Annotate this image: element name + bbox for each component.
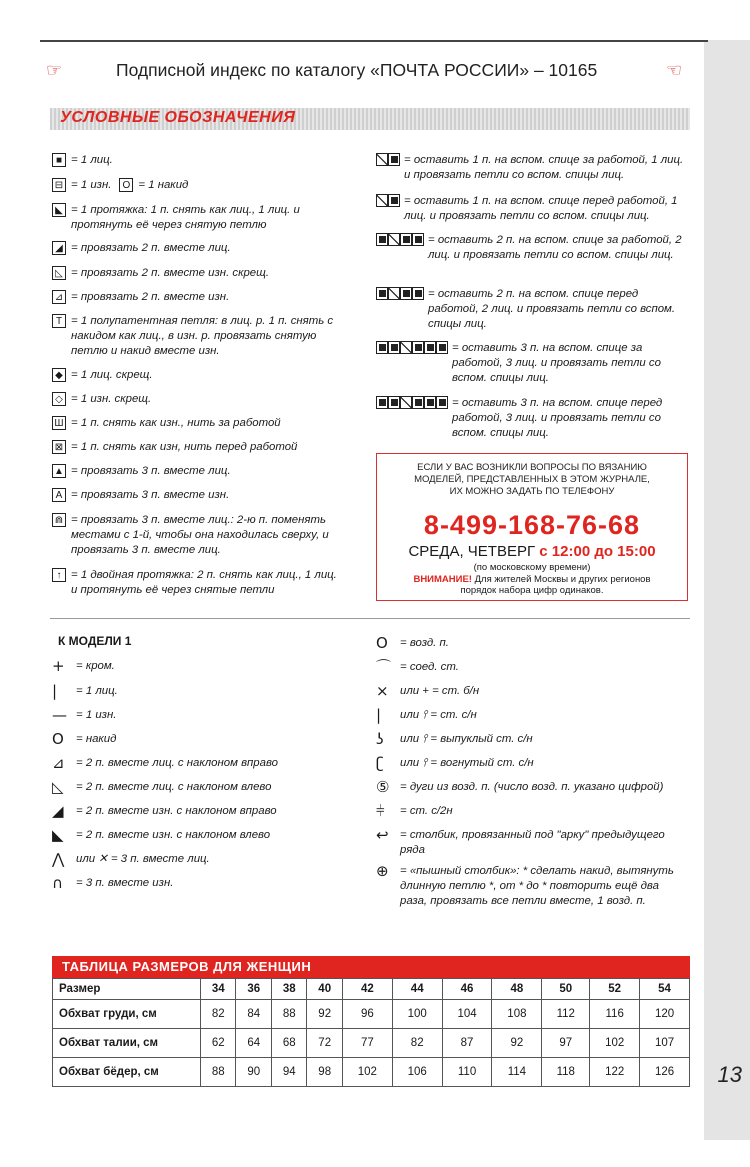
legend-symbol-icon: ⋒ <box>52 513 66 527</box>
days: СРЕДА, ЧЕТВЕРГ <box>408 543 536 560</box>
size-table <box>52 956 690 1087</box>
table-cell: 62 <box>201 1029 236 1058</box>
model-legend-item <box>52 828 352 843</box>
right-margin <box>704 40 750 1140</box>
model-legend-item <box>376 660 686 675</box>
legend-symbol-icon: ↑ <box>52 568 66 582</box>
legend-text: = 2 п. вместе лиц. с наклоном вправо <box>76 757 278 769</box>
legend-text: = провязать 2 п. вместе лиц. <box>71 242 231 254</box>
legend-symbol-icon: A <box>52 488 66 502</box>
cable-legend-item <box>376 341 686 386</box>
chart-cell-icon <box>376 194 388 207</box>
legend-text: = оставить 1 п. на вспом. спице за работой, 1 лиц. и провязать петли со вспом. спицы лиц. <box>404 154 684 181</box>
legend-text: = накид <box>76 733 117 745</box>
table-cell: 110 <box>442 1058 492 1087</box>
time: с 12:00 до 15:00 <box>539 543 656 560</box>
chart-cell-icon <box>436 396 448 409</box>
model-legend-item <box>376 732 686 747</box>
legend-text: = дуги из возд. п. (число возд. п. указано цифрой) <box>400 781 664 793</box>
chart-cell-icon <box>376 341 388 354</box>
chart-cell-icon <box>388 153 400 166</box>
table-cell: 68 <box>271 1029 306 1058</box>
legend-item <box>52 416 332 431</box>
legend-text: = 1 протяжка: 1 п. снять как лиц., 1 лиц. и протянуть её через снятую петлю <box>71 204 300 231</box>
crochet-symbol-icon: ⫩ <box>376 802 385 820</box>
subscription-index: Подписной индекс по каталогу «ПОЧТА РОССИИ» – 10165 <box>116 60 598 80</box>
legend-text: или + = ст. б/н <box>400 685 480 697</box>
crochet-symbol-icon: ⑤ <box>376 778 390 796</box>
chart-cell-icon <box>400 341 412 354</box>
table-cell: 98 <box>307 1058 342 1087</box>
chart-cell-icon <box>412 287 424 300</box>
legend-symbol-icon: ⊟ <box>52 178 66 192</box>
crochet-symbol-icon: | <box>376 706 382 724</box>
attention-label: ВНИМАНИЕ! <box>413 574 472 585</box>
table-cell: 108 <box>492 1000 542 1029</box>
legend-item <box>52 314 342 359</box>
hours <box>377 543 687 560</box>
page-number: 13 <box>717 1062 742 1087</box>
legend-text: = оставить 3 п. на вспом. спице за работой, 3 лиц. и провязать петли со вспом. спицы лиц. <box>452 342 661 384</box>
model-legend-item <box>52 852 352 867</box>
crochet-symbol-icon: ʖ <box>376 730 384 748</box>
model-legend-item <box>376 636 686 651</box>
cable-legend-item <box>376 396 686 441</box>
crochet-symbol-icon: — <box>52 706 67 724</box>
crochet-symbol-icon: ◣ <box>52 826 64 844</box>
attention-text: порядок набора цифр одинаков. <box>460 585 604 596</box>
legend-text: = провязать 3 п. вместе лиц. <box>71 465 231 477</box>
timezone-note: (по московскому времени) <box>473 562 591 573</box>
table-row-label: Обхват груди, см <box>53 1000 201 1029</box>
table-cell: 122 <box>590 1058 640 1087</box>
table-header-row <box>53 979 690 1000</box>
crochet-symbol-icon: ◺ <box>52 778 64 796</box>
legend-text: = возд. п. <box>400 637 449 649</box>
legend-symbol-icon: ⊠ <box>52 440 66 454</box>
legend-text: = 1 лиц. <box>71 154 113 166</box>
chart-cell-icon <box>412 396 424 409</box>
cable-legend-item <box>376 194 686 224</box>
table-cell: 82 <box>201 1000 236 1029</box>
table-cell: 112 <box>542 1000 590 1029</box>
chart-cell-icon <box>388 194 400 207</box>
legend-symbol-icon: ◆ <box>52 368 66 382</box>
table-cell: 114 <box>492 1058 542 1087</box>
table-cell: 92 <box>492 1029 542 1058</box>
table-cell: 107 <box>640 1029 690 1058</box>
model-legend-item <box>52 732 352 747</box>
legend-symbol-icon: T <box>52 314 66 328</box>
chart-cell-icon <box>376 287 388 300</box>
table-cell: 118 <box>542 1058 590 1087</box>
legend-text: = «пышный столбик»: * сделать накид, вытянуть длинную петлю *, от * до * повторить ещё два раза, провязать все петли вместе, 1 возд. п. <box>400 865 674 907</box>
cable-legend-item <box>376 153 686 183</box>
table-row-label: Обхват талии, см <box>53 1029 201 1058</box>
table-cell: 88 <box>271 1000 306 1029</box>
cable-legend-item <box>376 287 686 332</box>
table-cell: 116 <box>590 1000 640 1029</box>
cable-legend-item <box>376 233 686 263</box>
legend-item <box>52 392 332 407</box>
legend-text: = провязать 3 п. вместе лиц.: 2-ю п. поменять местами с 1-й, чтобы она находилась сверху, и провязать 3 п. вместе лиц. <box>71 514 329 556</box>
table-cell: 64 <box>236 1029 271 1058</box>
table-cell: 77 <box>342 1029 392 1058</box>
legend-text: = оставить 2 п. на вспом. спице за работой, 2 лиц. и провязать петли со вспом. спицы лиц. <box>428 234 682 261</box>
contact-line: МОДЕЛЕЙ, ПРЕДСТАВЛЕННЫХ В ЭТОМ ЖУРНАЛЕ, <box>414 474 650 485</box>
legend-text: = оставить 2 п. на вспом. спице перед работой, 2 лиц. и провязать петли со вспом. спицы лиц. <box>428 288 676 330</box>
contact-line: ИХ МОЖНО ЗАДАТЬ ПО ТЕЛЕФОНУ <box>449 486 615 497</box>
pointing-hand-icon: ☜ <box>666 60 683 81</box>
legend-text: = 1 полупатентная петля: в лиц. р. 1 п. снять с накидом как лиц., в изн. р. провязать снятую петлю и накид вместе изн. <box>71 315 334 357</box>
model-legend-item <box>52 684 352 699</box>
page-header <box>46 56 696 90</box>
table-header-cell: 52 <box>590 979 640 1000</box>
legend-item <box>52 488 332 503</box>
model-title: К МОДЕЛИ 1 <box>58 634 132 648</box>
legend-symbol-icon: O <box>119 178 133 192</box>
section-title-band <box>50 108 690 130</box>
chart-cell-icon <box>376 233 388 246</box>
legend-symbol-icon: ■ <box>52 153 66 167</box>
table-row <box>53 1000 690 1029</box>
crochet-symbol-icon: ⊕ <box>376 862 389 880</box>
chart-cell-icon <box>376 153 388 166</box>
left-margin <box>0 0 48 1167</box>
crochet-symbol-icon: O <box>376 634 388 652</box>
crochet-symbol-icon: × <box>376 682 389 700</box>
crochet-symbol-icon: ∩ <box>52 874 63 892</box>
model-legend-item <box>376 828 686 858</box>
table-cell: 72 <box>307 1029 342 1058</box>
cable-symbol-icon <box>376 233 424 246</box>
legend-text: = 1 п. снять как изн., нить за работой <box>71 417 281 429</box>
legend-item <box>52 513 337 558</box>
chart-cell-icon <box>388 396 400 409</box>
legend-text: = провязать 3 п. вместе изн. <box>71 489 230 501</box>
legend-text: = 1 лиц. скрещ. <box>71 369 153 381</box>
chart-cell-icon <box>400 287 412 300</box>
table-header-cell: 36 <box>236 979 271 1000</box>
table-cell: 90 <box>236 1058 271 1087</box>
legend-symbol-icon: ⊿ <box>52 290 66 304</box>
legend-item <box>52 178 332 193</box>
table-header-cell: 44 <box>392 979 442 1000</box>
legend-text: = 1 двойная протяжка: 2 п. снять как лиц., 1 лиц. и протянуть её через снятые петли <box>71 569 337 596</box>
crochet-symbol-icon: ⊿ <box>52 754 65 772</box>
chart-cell-icon <box>388 341 400 354</box>
legend-text: = 1 п. снять как изн, нить перед работой <box>71 441 298 453</box>
chart-cell-icon <box>376 396 388 409</box>
table-cell: 87 <box>442 1029 492 1058</box>
contact-line: ЕСЛИ У ВАС ВОЗНИКЛИ ВОПРОСЫ ПО ВЯЗАНИЮ <box>417 462 647 473</box>
table-header-cell: 50 <box>542 979 590 1000</box>
model-legend-item <box>376 684 686 699</box>
crochet-symbol-icon: + <box>52 657 65 675</box>
legend-text: = 1 изн. <box>71 179 112 191</box>
legend-text: = ст. с/2н <box>400 805 453 817</box>
model-legend-item <box>376 864 686 909</box>
chart-cell-icon <box>388 233 400 246</box>
table-header-cell: 38 <box>271 979 306 1000</box>
table-header-cell: 34 <box>201 979 236 1000</box>
legend-text: = 2 п. вместе изн. с наклоном вправо <box>76 805 277 817</box>
table-header-cell: Размер <box>53 979 201 1000</box>
table-row-label: Обхват бёдер, см <box>53 1058 201 1087</box>
table-cell: 102 <box>590 1029 640 1058</box>
legend-text: = оставить 3 п. на вспом. спице перед работой, 3 лиц. и провязать петли со вспом. спицы лиц. <box>452 397 663 439</box>
model-legend-item <box>52 876 352 891</box>
legend-item <box>52 241 332 256</box>
table-cell: 102 <box>342 1058 392 1087</box>
legend-text: = 1 накид <box>138 179 189 191</box>
legend-text: или ⫯ = выпуклый ст. с/н <box>400 733 533 745</box>
model-legend-item <box>52 780 352 795</box>
crochet-symbol-icon: ʗ <box>376 754 384 772</box>
legend-item <box>52 290 332 305</box>
attention-note <box>377 574 687 596</box>
legend-text: = 3 п. вместе изн. <box>76 877 174 889</box>
table-cell: 104 <box>442 1000 492 1029</box>
table-cell: 126 <box>640 1058 690 1087</box>
phone-number: 8-499-168-76-68 <box>423 510 641 540</box>
table-row <box>53 1029 690 1058</box>
legend-text: = провязать 2 п. вместе изн. <box>71 291 230 303</box>
legend-symbol-icon: ◇ <box>52 392 66 406</box>
crochet-symbol-icon: | <box>52 682 58 700</box>
table-header-cell: 54 <box>640 979 690 1000</box>
legend-text: или ⫯ = вогнутый ст. с/н <box>400 757 534 769</box>
legend-item <box>52 153 332 168</box>
model-legend-item <box>52 804 352 819</box>
legend-symbol-icon: ◺ <box>52 266 66 280</box>
legend-text: = оставить 1 п. на вспом. спице перед работой, 1 лиц. и провязать петли со вспом. спицы лиц. <box>404 195 678 222</box>
table-header-cell: 40 <box>307 979 342 1000</box>
crochet-symbol-icon: ⋀ <box>52 850 65 868</box>
crochet-symbol-icon: O <box>52 730 64 748</box>
crochet-symbol-icon: ⌒ <box>376 658 392 676</box>
legend-item <box>52 464 332 479</box>
model-legend-item <box>52 708 352 723</box>
model-legend-item <box>376 708 686 723</box>
table-cell: 100 <box>392 1000 442 1029</box>
legend-text: = 1 изн. <box>76 709 117 721</box>
table-header-cell: 48 <box>492 979 542 1000</box>
section-title: УСЛОВНЫЕ ОБОЗНАЧЕНИЯ <box>60 109 296 126</box>
crochet-symbol-icon: ◢ <box>52 802 64 820</box>
model-legend-item <box>376 804 686 819</box>
chart-cell-icon <box>424 396 436 409</box>
legend-text: = 1 изн. скрещ. <box>71 393 152 405</box>
divider <box>50 618 690 619</box>
legend-symbol-icon: ▲ <box>52 464 66 478</box>
table-cell: 106 <box>392 1058 442 1087</box>
table-cell: 82 <box>392 1029 442 1058</box>
size-grid <box>52 978 690 1087</box>
legend-text: = столбик, провязанный под "арку" предыдущего ряда <box>400 829 665 856</box>
table-cell: 92 <box>307 1000 342 1029</box>
legend-text: = 1 лиц. <box>76 685 118 697</box>
cable-symbol-icon <box>376 341 448 354</box>
legend-text: = кром. <box>76 660 115 672</box>
chart-cell-icon <box>436 341 448 354</box>
table-cell: 120 <box>640 1000 690 1029</box>
size-table-title: ТАБЛИЦА РАЗМЕРОВ ДЛЯ ЖЕНЩИН <box>52 956 690 978</box>
table-row <box>53 1058 690 1087</box>
legend-symbol-icon: ◢ <box>52 241 66 255</box>
attention-text: Для жителей Москвы и других регионов <box>474 574 651 585</box>
chart-cell-icon <box>412 341 424 354</box>
top-rule <box>40 40 708 42</box>
model-legend-item <box>52 756 352 771</box>
model-legend-item <box>376 756 686 771</box>
legend-item <box>52 568 342 598</box>
legend-symbol-icon: ◣ <box>52 203 66 217</box>
cable-symbol-icon <box>376 396 448 409</box>
cable-symbol-icon <box>376 194 400 207</box>
cable-symbol-icon <box>376 287 424 300</box>
table-cell: 96 <box>342 1000 392 1029</box>
legend-item <box>52 203 337 233</box>
legend-text: = 2 п. вместе лиц. с наклоном влево <box>76 781 272 793</box>
legend-text: = 2 п. вместе изн. с наклоном влево <box>76 829 271 841</box>
cable-symbol-icon <box>376 153 400 166</box>
chart-cell-icon <box>424 341 436 354</box>
table-cell: 84 <box>236 1000 271 1029</box>
legend-text: или ⫯ = ст. с/н <box>400 709 477 721</box>
contact-intro <box>377 462 687 498</box>
table-header-cell: 46 <box>442 979 492 1000</box>
table-cell: 94 <box>271 1058 306 1087</box>
legend-item <box>52 266 332 281</box>
legend-text: или ✕ = 3 п. вместе лиц. <box>76 853 210 865</box>
table-cell: 97 <box>542 1029 590 1058</box>
crochet-symbol-icon: ↩ <box>376 826 389 844</box>
legend-symbol-icon: Ш <box>52 416 66 430</box>
pointing-hand-icon: ☞ <box>46 60 63 81</box>
legend-item <box>52 368 332 383</box>
model-legend-item <box>376 780 686 795</box>
model-legend-item <box>52 659 352 674</box>
chart-cell-icon <box>388 287 400 300</box>
table-header-cell: 42 <box>342 979 392 1000</box>
chart-cell-icon <box>412 233 424 246</box>
table-cell: 88 <box>201 1058 236 1087</box>
chart-cell-icon <box>400 233 412 246</box>
contact-box <box>376 453 688 601</box>
legend-item <box>52 440 332 455</box>
chart-cell-icon <box>400 396 412 409</box>
legend-text: = соед. ст. <box>400 661 459 673</box>
legend-text: = провязать 2 п. вместе изн. скрещ. <box>71 267 270 279</box>
